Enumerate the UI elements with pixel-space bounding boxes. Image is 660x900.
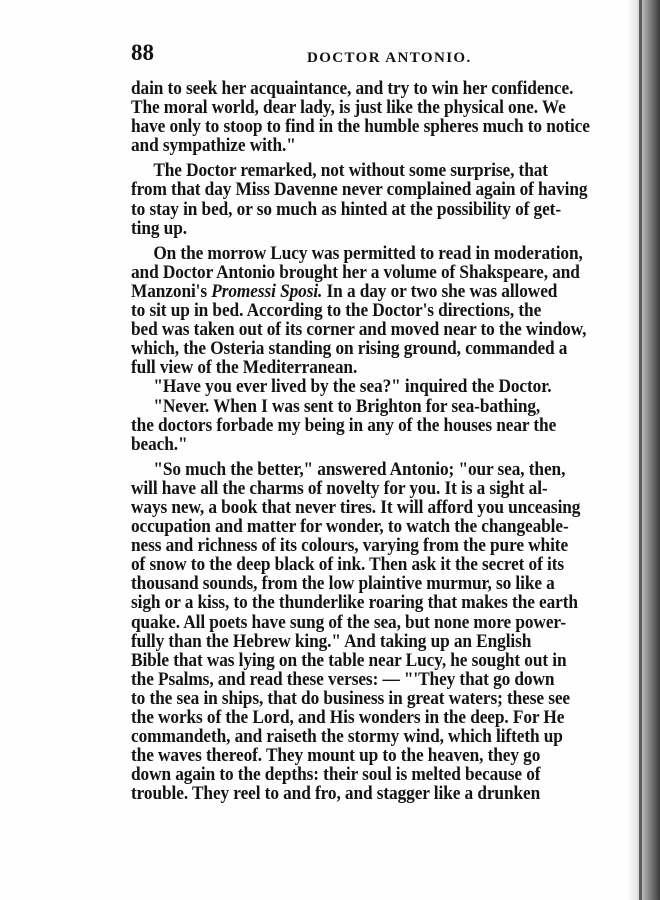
text-line: On the morrow Lucy was permitted to read in moderation,: [153, 242, 583, 264]
text-line: to sit up in bed. According to the Doctor's directions, the: [131, 300, 542, 322]
text-line: "Never. When I was sent to Brighton for sea-bathing,: [153, 395, 541, 417]
text-line: sigh or a kiss, to the thunderlike roaring that makes the earth: [131, 592, 578, 614]
text-line: ting up.: [131, 217, 187, 239]
text-line: will have all the charms of novelty for you. It is a sight al-: [131, 477, 548, 499]
text-line: fully than the Hebrew king." And taking up an English: [131, 630, 532, 652]
text-line: quake. All poets have sung of the sea, but none more power-: [131, 611, 567, 633]
text-line: to the sea in ships, that do business in great waters; these see: [131, 687, 571, 709]
text-span: In a day or two she was allowed: [326, 280, 558, 302]
text-line: ness and richness of its colours, varying from the pure white: [131, 535, 569, 557]
text-line: from that day Miss Davenne never complained again of having: [131, 179, 588, 201]
text-line: ways new, a book that never tires. It will afford you unceasing: [131, 496, 581, 518]
page-header: [131, 40, 611, 74]
page-edge-shadow: [626, 0, 660, 900]
page-edge-line: [639, 0, 642, 900]
text-line: and Doctor Antonio brought her a volume of Shakspeare, and: [131, 261, 580, 283]
text-line: beach.": [131, 433, 188, 455]
text-line: "So much the better," answered Antonio; "our sea, then,: [153, 458, 566, 480]
text-line: [131, 282, 577, 301]
text-line: have only to stoop to find in the humble spheres much to notice: [131, 116, 590, 138]
text-line: the waves thereof. They mount up to the heaven, they go: [131, 745, 541, 767]
text-line: and sympathize with.": [131, 135, 296, 157]
text-line: The Doctor remarked, not without some surprise, that: [153, 160, 548, 182]
text-line: occupation and matter for wonder, to watch the changeable-: [131, 516, 569, 538]
text-line: to stay in bed, or so much as hinted at the possibility of get-: [131, 198, 562, 220]
text-line: of snow to the deep black of ink. Then ask it the secret of its: [131, 554, 565, 576]
text-line: which, the Osteria standing on rising ground, commanded a: [131, 338, 568, 360]
text-line: commandeth, and raiseth the stormy wind, which lifteth up: [131, 726, 563, 748]
page-number: 88: [131, 40, 154, 65]
text-line: Bible that was lying on the table near Lucy, he sought out in: [131, 649, 567, 671]
text-line: down again to the depths: their soul is melted because of: [131, 764, 541, 786]
text-line: the doctors forbade my being in any of the houses near the: [131, 414, 557, 436]
body-text: [131, 78, 590, 805]
text-line: thousand sounds, from the low plaintive murmur, so like a: [131, 573, 555, 595]
text-line: the Psalms, and read these verses: — "'They that go down: [131, 668, 555, 690]
text-line: full view of the Mediterranean.: [131, 357, 358, 379]
text-line: The moral world, dear lady, is just like the physical one. We: [131, 97, 566, 119]
text-line: trouble. They reel to and fro, and stagger like a drunken: [131, 783, 541, 805]
book-title-italic: Promessi Sposi.: [211, 280, 323, 302]
text-line: "Have you ever lived by the sea?" inquired the Doctor.: [153, 376, 552, 398]
text-line: bed was taken out of its corner and moved near to the window,: [131, 319, 587, 341]
text-line: dain to seek her acquaintance, and try to win her confidence.: [131, 78, 574, 99]
text-span: Manzoni's: [131, 280, 208, 302]
running-title: DOCTOR ANTONIO.: [307, 50, 472, 66]
text-line: the works of the Lord, and His wonders in the deep. For He: [131, 707, 565, 728]
